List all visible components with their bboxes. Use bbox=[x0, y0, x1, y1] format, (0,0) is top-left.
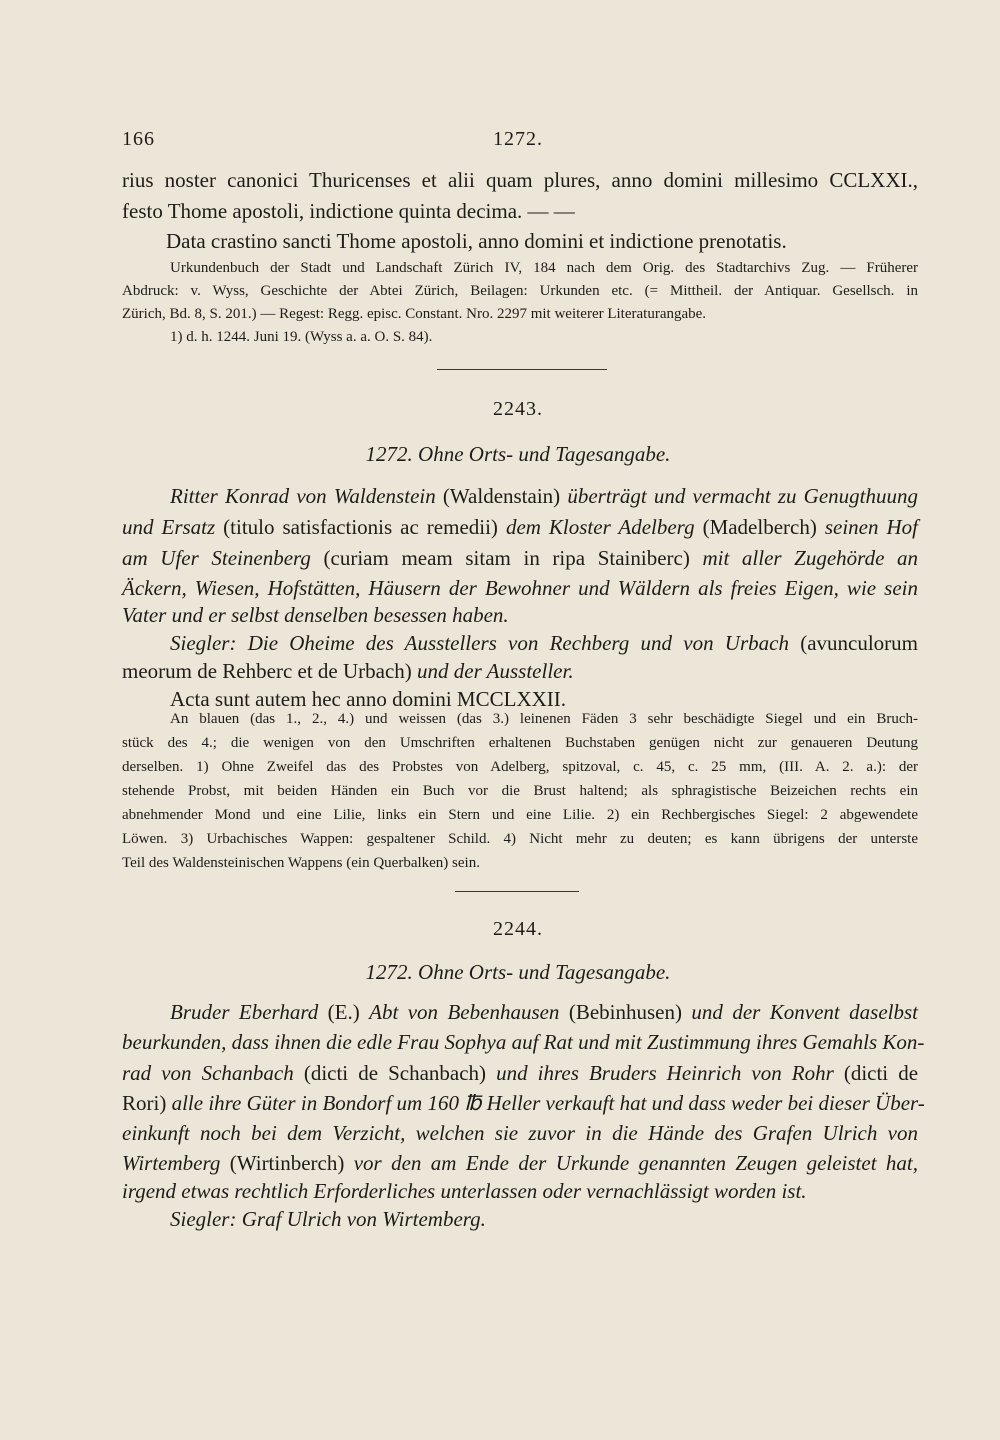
regest-italic-text: seinen Hof bbox=[824, 515, 918, 539]
regest-italic-text: Bruder Eberhard bbox=[170, 1000, 319, 1024]
regest-line bbox=[122, 1091, 925, 1116]
regest-italic-text: Siegler: Graf Ulrich von Wirtemberg. bbox=[170, 1207, 486, 1231]
entry-number: 2243. bbox=[493, 398, 543, 420]
seal-note: stück des 4.; die wenigen von den Umschriften erhaltenen Buchstaben genügen nicht zur genaueren Deutung bbox=[122, 735, 918, 751]
regest-roman-text: Acta sunt autem hec anno domini MCCLXXII. bbox=[170, 687, 567, 711]
entry-number: 2244. bbox=[493, 918, 543, 940]
regest-roman-text: (dicti de bbox=[833, 1061, 919, 1085]
regest-line bbox=[122, 1030, 925, 1055]
regest-italic-text: und der Konvent daselbst bbox=[691, 1000, 918, 1024]
seal-note: derselben. 1) Ohne Zweifel das des Probstes von Adelberg, spitzoval, c. 45, c. 25 mm, (III. A. 2. a.): der bbox=[122, 759, 918, 775]
regest-italic-text: am Ufer Steinenberg bbox=[122, 546, 311, 570]
footnote: 1) d. h. 1244. Juni 19. (Wyss a. a. O. S. 84). bbox=[170, 329, 433, 345]
regest-line bbox=[122, 659, 574, 684]
regest-line bbox=[122, 546, 918, 571]
regest-italic-text: Siegler: Die Oheime des Ausstellers von Rechberg und von Urbach bbox=[170, 631, 789, 655]
regest-roman-text: (Waldenstain) bbox=[435, 484, 568, 508]
regest-italic-text: mit aller Zugehörde an bbox=[702, 546, 919, 570]
regest-italic-text: und Ersatz bbox=[122, 515, 216, 539]
regest-italic-text: Wirtemberg bbox=[122, 1151, 221, 1175]
seal-note: stehende Probst, mit beiden Händen ein Buch vor die Brust haltend; als sphragistische Beizeichen rechts ein bbox=[122, 783, 918, 799]
regest-line bbox=[122, 576, 918, 601]
regest-italic-text: überträgt und vermacht zu Genugthuung bbox=[567, 484, 918, 508]
regest-roman-text: (curiam meam sitam in ripa Stainiberc) bbox=[310, 546, 703, 570]
regest-italic-text: alle ihre Güter in Bondorf um 160 ℔ Heller verkauft hat und dass weder bei dieser Über- bbox=[171, 1091, 925, 1115]
regest-italic-text: beurkunden, dass ihnen die edle Frau Sophya auf Rat und mit Zustimmung ihres Gemahls Kon- bbox=[122, 1030, 925, 1054]
body-line: Data crastino sancti Thome apostoli, anno domini et indictione prenotatis. bbox=[166, 229, 787, 253]
regest-italic-text: rad von Schanbach bbox=[122, 1061, 294, 1085]
regest-roman-text: (dicti de Schanbach) bbox=[293, 1061, 497, 1085]
regest-italic-text: und der Aussteller. bbox=[417, 659, 574, 683]
section-divider bbox=[455, 891, 579, 892]
regest-italic-text: Vater und er selbst denselben besessen haben. bbox=[122, 603, 509, 627]
regest-line bbox=[122, 1061, 918, 1086]
regest-italic-text: Äckern, Wiesen, Hofstätten, Häusern der Bewohner und Wäldern als freies Eigen, wie sein bbox=[122, 576, 918, 600]
regest-line bbox=[122, 1151, 918, 1176]
regest-roman-text: meorum de Rehberc et de Urbach) bbox=[122, 659, 418, 683]
entry-dateline: 1272. Ohne Orts- und Tagesangabe. bbox=[365, 442, 671, 466]
seal-note: Teil des Waldensteinischen Wappens (ein Querbalken) sein. bbox=[122, 855, 480, 871]
regest-roman-text: (titulo satisfactionis ac remedii) bbox=[215, 515, 506, 539]
regest-italic-text: dem Kloster Adelberg bbox=[505, 515, 695, 539]
regest-roman-text: Rori) bbox=[122, 1091, 172, 1115]
body-line: rius noster canonici Thuricenses et alii quam plures, anno domini millesimo CCLXXI., bbox=[122, 168, 918, 192]
regest-italic-text: und ihres Bruders Heinrich von Rohr bbox=[496, 1061, 834, 1085]
regest-line bbox=[170, 484, 918, 509]
section-divider bbox=[437, 369, 607, 370]
regest-italic-text: vor den am Ende der Urkunde genannten Zeugen geleistet hat, bbox=[353, 1151, 918, 1175]
entry-dateline: 1272. Ohne Orts- und Tagesangabe. bbox=[365, 960, 671, 984]
regest-roman-text: (Madelberch) bbox=[694, 515, 825, 539]
regest-line bbox=[170, 1207, 486, 1232]
regest-line bbox=[122, 1121, 918, 1146]
running-year: 1272. bbox=[493, 128, 543, 150]
source-note: Zürich, Bd. 8, S. 201.) — Regest: Regg. episc. Constant. Nro. 2297 mit weiterer Literaturangabe. bbox=[122, 306, 707, 322]
source-note: Abdruck: v. Wyss, Geschichte der Abtei Zürich, Beilagen: Urkunden etc. (= Mittheil. der Antiquar. Gesellsch. in bbox=[122, 283, 918, 299]
regest-italic-text: Ritter Konrad von Waldenstein bbox=[170, 484, 436, 508]
regest-line bbox=[122, 603, 509, 628]
regest-line bbox=[170, 1000, 918, 1025]
seal-note: Löwen. 3) Urbachisches Wappen: gespaltener Schild. 4) Nicht mehr zu deuten; es kann übrigens der unterste bbox=[122, 831, 918, 847]
regest-line bbox=[170, 631, 918, 656]
seal-note: An blauen (das 1., 2., 4.) und weissen (das 3.) leinenen Fäden 3 sehr beschädigte Siegel und ein Bruch- bbox=[170, 711, 918, 727]
regest-italic-text: Abt von Bebenhausen bbox=[369, 1000, 560, 1024]
regest-italic-text: einkunft noch bei dem Verzicht, welchen sie zuvor in die Hände des Grafen Ulrich von bbox=[122, 1121, 918, 1145]
regest-line bbox=[170, 687, 566, 712]
body-line: festo Thome apostoli, indictione quinta decima. — — bbox=[122, 199, 575, 223]
regest-line bbox=[122, 515, 918, 540]
source-note: Urkundenbuch der Stadt und Landschaft Zürich IV, 184 nach dem Orig. des Stadtarchivs Zug. — Früherer bbox=[170, 260, 918, 276]
seal-note: abnehmender Mond und eine Lilie, links ein Stern und eine Lilie. 2) ein Rechbergisches Siegel: 2 abgewendete bbox=[122, 807, 918, 823]
regest-roman-text: (Wirtinberch) bbox=[220, 1151, 354, 1175]
regest-italic-text: irgend etwas rechtlich Erforderliches unterlassen oder vernachlässigt worden ist. bbox=[122, 1179, 807, 1203]
regest-roman-text: (avunculorum bbox=[788, 631, 918, 655]
regest-line bbox=[122, 1179, 807, 1204]
page-number: 166 bbox=[122, 128, 155, 150]
regest-roman-text: (Bebinhusen) bbox=[559, 1000, 692, 1024]
regest-roman-text: (E.) bbox=[318, 1000, 370, 1024]
